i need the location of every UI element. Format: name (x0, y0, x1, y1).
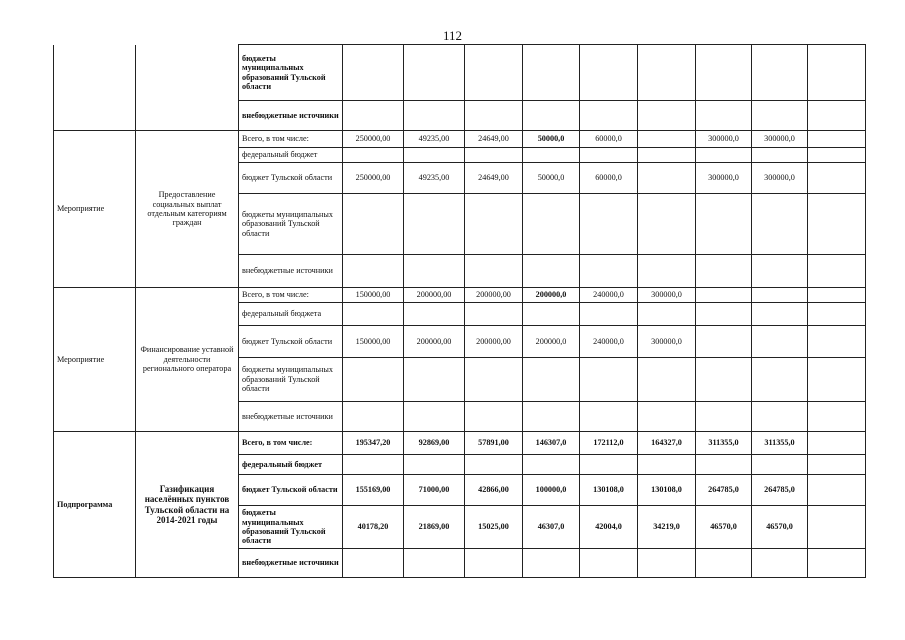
value-cell (808, 506, 866, 549)
row-type-cell: Мероприятие (54, 131, 136, 288)
value-cell (404, 455, 465, 475)
value-cell: 34219,0 (638, 506, 696, 549)
value-cell (523, 402, 580, 432)
value-cell: 300000,0 (638, 326, 696, 358)
value-cell (752, 549, 808, 578)
value-cell: 40178,20 (343, 506, 404, 549)
value-cell: 164327,0 (638, 432, 696, 455)
source-cell: федеральный бюджета (239, 303, 343, 326)
value-cell (638, 148, 696, 163)
source-cell: внебюджетные источники (239, 101, 343, 131)
row-type-cell (54, 45, 136, 131)
value-cell: 150000,00 (343, 326, 404, 358)
value-cell (404, 402, 465, 432)
value-cell (404, 148, 465, 163)
value-cell (523, 101, 580, 131)
value-cell (752, 358, 808, 402)
row-type-cell: Мероприятие (54, 288, 136, 432)
value-cell (808, 45, 866, 101)
value-cell (638, 194, 696, 255)
value-cell (752, 194, 808, 255)
value-cell: 155169,00 (343, 475, 404, 506)
source-cell: бюджеты муниципальных образований Тульской области (239, 194, 343, 255)
value-cell: 311355,0 (752, 432, 808, 455)
value-cell: 50000,0 (523, 131, 580, 148)
value-cell: 42004,0 (580, 506, 638, 549)
value-cell (404, 194, 465, 255)
value-cell (808, 358, 866, 402)
source-cell: внебюджетные источники (239, 549, 343, 578)
table-row (54, 131, 866, 148)
value-cell (638, 255, 696, 288)
value-cell (343, 194, 404, 255)
value-cell (808, 163, 866, 194)
source-cell: бюджет Тульской области (239, 475, 343, 506)
value-cell (808, 194, 866, 255)
value-cell (465, 45, 523, 101)
value-cell (523, 358, 580, 402)
value-cell (638, 303, 696, 326)
value-cell (580, 148, 638, 163)
value-cell (343, 101, 404, 131)
value-cell (696, 303, 752, 326)
value-cell: 200000,0 (523, 326, 580, 358)
source-cell: федеральный бюджет (239, 455, 343, 475)
value-cell: 100000,0 (523, 475, 580, 506)
value-cell: 150000,00 (343, 288, 404, 303)
value-cell (752, 255, 808, 288)
value-cell: 130108,0 (580, 475, 638, 506)
value-cell (696, 255, 752, 288)
value-cell (523, 255, 580, 288)
value-cell (752, 455, 808, 475)
value-cell (404, 358, 465, 402)
source-cell: внебюджетные источники (239, 402, 343, 432)
source-cell: бюджет Тульской области (239, 326, 343, 358)
value-cell (696, 148, 752, 163)
value-cell (808, 148, 866, 163)
value-cell (696, 402, 752, 432)
value-cell (752, 288, 808, 303)
value-cell (808, 475, 866, 506)
value-cell (523, 148, 580, 163)
value-cell: 200000,00 (404, 326, 465, 358)
value-cell (580, 303, 638, 326)
row-name-cell: Предоставление социальных выплат отдельным категориям граждан (136, 131, 239, 288)
value-cell (638, 163, 696, 194)
value-cell (343, 148, 404, 163)
value-cell (523, 45, 580, 101)
source-cell: федеральный бюджет (239, 148, 343, 163)
value-cell (752, 303, 808, 326)
value-cell: 71000,00 (404, 475, 465, 506)
value-cell (404, 255, 465, 288)
value-cell: 15025,00 (465, 506, 523, 549)
source-cell: Всего, в том числе: (239, 131, 343, 148)
row-name-cell (136, 45, 239, 131)
value-cell: 57891,00 (465, 432, 523, 455)
value-cell (343, 549, 404, 578)
value-cell (638, 101, 696, 131)
value-cell: 200000,00 (404, 288, 465, 303)
value-cell (696, 358, 752, 402)
value-cell: 46570,0 (696, 506, 752, 549)
row-name-cell: Финансирование уставной деятельности регионального оператора (136, 288, 239, 432)
value-cell (808, 303, 866, 326)
value-cell: 300000,0 (752, 163, 808, 194)
source-cell: Всего, в том числе: (239, 432, 343, 455)
value-cell (638, 358, 696, 402)
value-cell: 200000,0 (523, 288, 580, 303)
value-cell (343, 45, 404, 101)
value-cell: 240000,0 (580, 288, 638, 303)
value-cell: 250000,00 (343, 163, 404, 194)
value-cell (638, 131, 696, 148)
value-cell (523, 194, 580, 255)
value-cell: 195347,20 (343, 432, 404, 455)
value-cell (343, 303, 404, 326)
value-cell (638, 549, 696, 578)
row-type-cell: Подпрограмма (54, 432, 136, 578)
value-cell (465, 101, 523, 131)
source-cell: внебюджетные источники (239, 255, 343, 288)
value-cell: 200000,00 (465, 288, 523, 303)
value-cell (404, 303, 465, 326)
value-cell (465, 303, 523, 326)
value-cell: 24649,00 (465, 163, 523, 194)
value-cell (808, 255, 866, 288)
value-cell (465, 148, 523, 163)
value-cell (523, 455, 580, 475)
value-cell (808, 326, 866, 358)
value-cell: 311355,0 (696, 432, 752, 455)
value-cell: 200000,00 (465, 326, 523, 358)
value-cell: 300000,0 (696, 131, 752, 148)
value-cell (808, 432, 866, 455)
value-cell (580, 101, 638, 131)
table-row (54, 45, 866, 101)
source-cell: Всего, в том числе: (239, 288, 343, 303)
value-cell (465, 549, 523, 578)
value-cell: 250000,00 (343, 131, 404, 148)
value-cell: 46307,0 (523, 506, 580, 549)
value-cell (404, 549, 465, 578)
value-cell (580, 45, 638, 101)
value-cell (580, 549, 638, 578)
value-cell (696, 45, 752, 101)
value-cell: 130108,0 (638, 475, 696, 506)
source-cell: бюджет Тульской области (239, 163, 343, 194)
budget-table (53, 44, 866, 578)
value-cell (752, 326, 808, 358)
source-cell: бюджеты муниципальных образований Тульской области (239, 358, 343, 402)
value-cell: 21869,00 (404, 506, 465, 549)
value-cell: 240000,0 (580, 326, 638, 358)
value-cell (580, 194, 638, 255)
value-cell (580, 255, 638, 288)
value-cell (580, 402, 638, 432)
value-cell: 92869,00 (404, 432, 465, 455)
value-cell (752, 148, 808, 163)
value-cell (808, 101, 866, 131)
value-cell (465, 255, 523, 288)
row-name-cell: Газификация населённых пунктов Тульской области на 2014-2021 годы (136, 432, 239, 578)
value-cell (343, 402, 404, 432)
value-cell (580, 358, 638, 402)
table-row (54, 288, 866, 303)
value-cell (343, 255, 404, 288)
value-cell (638, 402, 696, 432)
value-cell (638, 45, 696, 101)
value-cell (696, 194, 752, 255)
value-cell (465, 455, 523, 475)
value-cell (523, 549, 580, 578)
value-cell (465, 402, 523, 432)
value-cell (404, 45, 465, 101)
value-cell: 60000,0 (580, 163, 638, 194)
value-cell: 300000,0 (638, 288, 696, 303)
value-cell: 60000,0 (580, 131, 638, 148)
source-cell: бюджеты муниципальных образований Тульской области (239, 45, 343, 101)
value-cell (808, 455, 866, 475)
value-cell: 264785,0 (696, 475, 752, 506)
value-cell: 24649,00 (465, 131, 523, 148)
value-cell (696, 326, 752, 358)
value-cell (696, 101, 752, 131)
value-cell: 300000,0 (696, 163, 752, 194)
value-cell (343, 358, 404, 402)
value-cell (808, 288, 866, 303)
value-cell (696, 288, 752, 303)
value-cell: 42866,00 (465, 475, 523, 506)
value-cell: 46570,0 (752, 506, 808, 549)
value-cell (343, 455, 404, 475)
value-cell (638, 455, 696, 475)
value-cell (752, 402, 808, 432)
value-cell: 172112,0 (580, 432, 638, 455)
value-cell: 49235,00 (404, 163, 465, 194)
value-cell (523, 303, 580, 326)
value-cell: 300000,0 (752, 131, 808, 148)
value-cell (465, 358, 523, 402)
value-cell (752, 45, 808, 101)
page-number: 112 (442, 28, 463, 43)
value-cell (404, 101, 465, 131)
value-cell: 49235,00 (404, 131, 465, 148)
value-cell (580, 455, 638, 475)
value-cell (808, 131, 866, 148)
value-cell: 50000,0 (523, 163, 580, 194)
value-cell: 146307,0 (523, 432, 580, 455)
value-cell (808, 402, 866, 432)
table-row (54, 432, 866, 455)
value-cell: 264785,0 (752, 475, 808, 506)
value-cell (696, 455, 752, 475)
source-cell: бюджеты муниципальных образований Тульской области (239, 506, 343, 549)
value-cell (465, 194, 523, 255)
value-cell (752, 101, 808, 131)
value-cell (696, 549, 752, 578)
value-cell (808, 549, 866, 578)
